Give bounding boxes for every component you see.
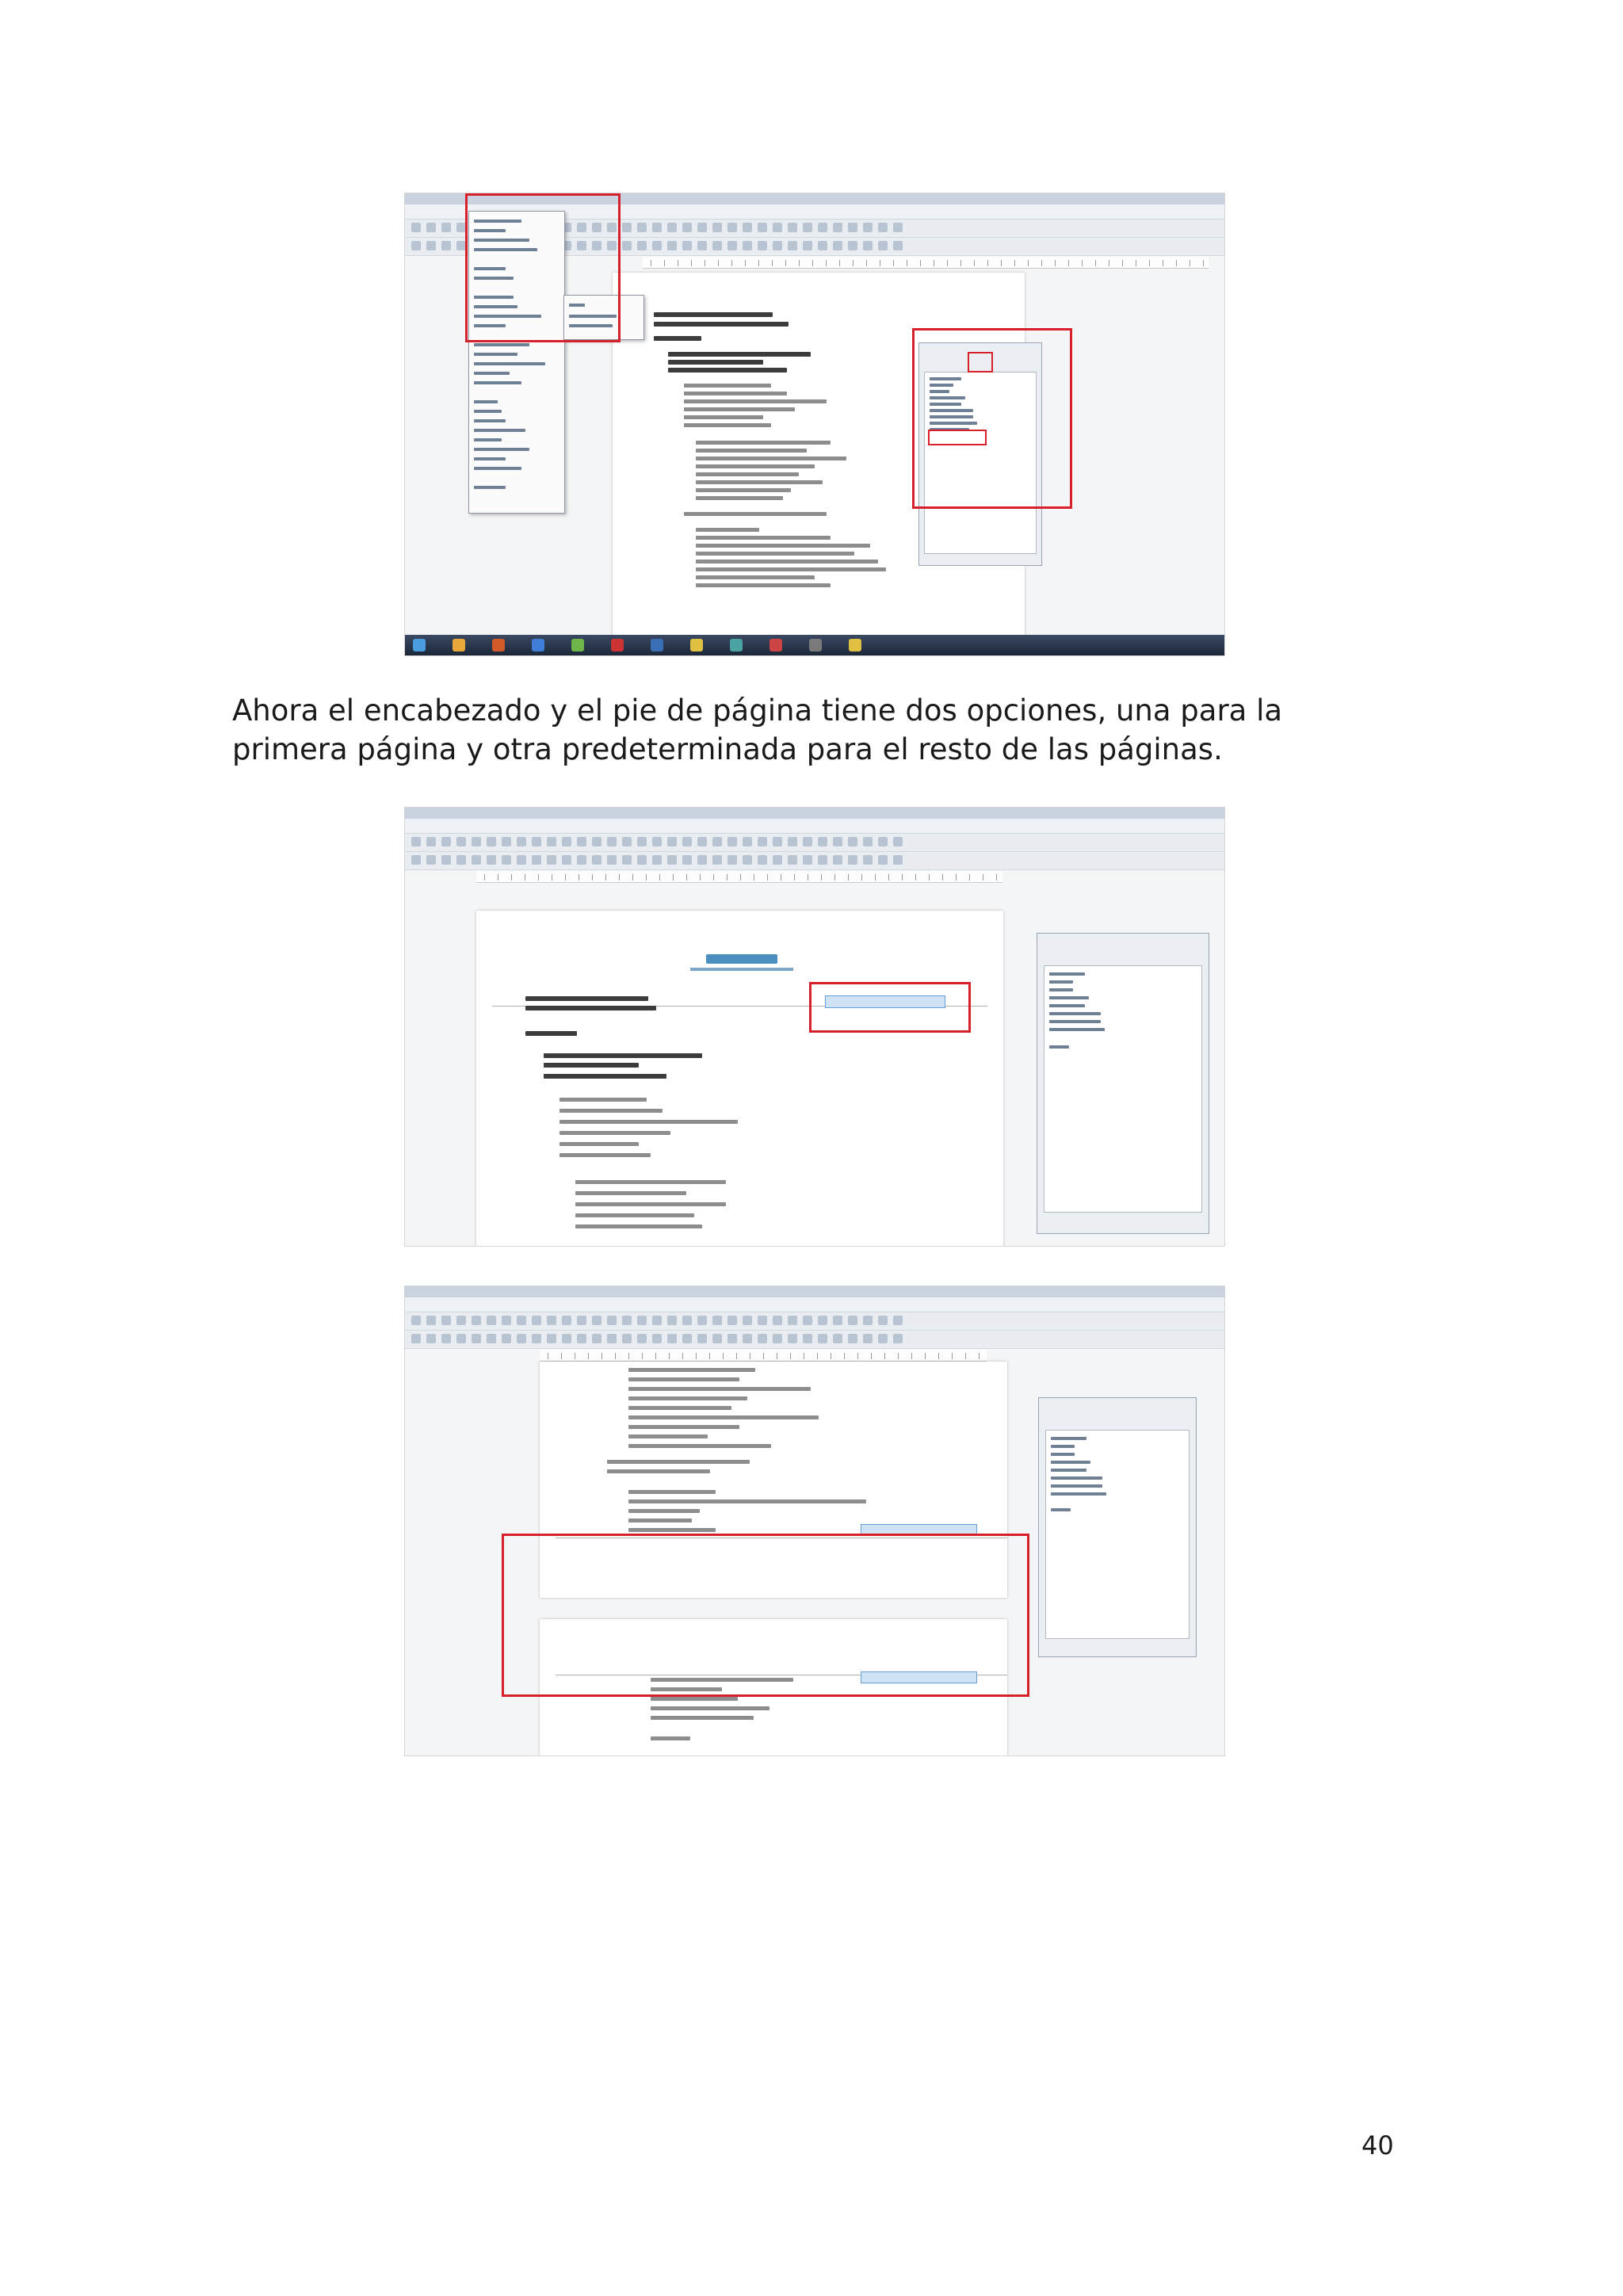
toolbar-button[interactable] [652, 223, 662, 232]
toolbar-button[interactable] [532, 855, 541, 865]
toolbar-button[interactable] [743, 855, 752, 865]
toolbar-button[interactable] [532, 1334, 541, 1343]
ruler-tick [686, 874, 687, 881]
ruler-tick [696, 1353, 697, 1359]
toolbar-button[interactable] [607, 855, 617, 865]
toolbar-button[interactable] [411, 855, 421, 865]
toolbar-button[interactable] [441, 241, 451, 250]
toolbar-button[interactable] [803, 1316, 812, 1325]
toolbar-button[interactable] [773, 1334, 782, 1343]
ruler-tick [861, 874, 862, 881]
toolbar-button[interactable] [517, 1316, 526, 1325]
ruler-tick [615, 1353, 616, 1359]
toolbar-button[interactable] [577, 1334, 586, 1343]
toolbar-button[interactable] [833, 1316, 842, 1325]
toolbar-button[interactable] [697, 241, 707, 250]
toolbar-button[interactable] [456, 855, 466, 865]
toolbar-button[interactable] [562, 1316, 571, 1325]
toolbar-button[interactable] [456, 837, 466, 846]
toolbar-button[interactable] [758, 837, 767, 846]
toolbar-button[interactable] [411, 223, 421, 232]
toolbar-button[interactable] [622, 1316, 632, 1325]
toolbar-button[interactable] [652, 1316, 662, 1325]
ruler-tick [700, 874, 701, 881]
toolbar-button[interactable] [727, 1334, 737, 1343]
ruler-tick [736, 1353, 737, 1359]
toolbar-button[interactable] [592, 837, 601, 846]
toolbar-button[interactable] [773, 837, 782, 846]
toolbar-button[interactable] [788, 837, 797, 846]
ruler-tick [1068, 260, 1069, 266]
toolbar-button[interactable] [818, 223, 827, 232]
ruler-tick [561, 1353, 562, 1359]
toolbar-button[interactable] [773, 223, 782, 232]
toolbar-button[interactable] [727, 1316, 737, 1325]
toolbar-button[interactable] [456, 1316, 466, 1325]
caption-text: Ahora el encabezado y el pie de página tiene dos opciones, una para la primera página y otra predeterminada para el resto de las páginas. [232, 693, 1283, 766]
toolbar-button[interactable] [863, 837, 873, 846]
ruler-tick [1055, 260, 1056, 266]
ruler-tick [723, 1353, 724, 1359]
ruler-tick [646, 874, 647, 881]
toolbar-button[interactable] [667, 855, 677, 865]
toolbar-button[interactable] [697, 837, 707, 846]
ruler-tick [839, 260, 840, 266]
toolbar-button[interactable] [788, 855, 797, 865]
toolbar-button[interactable] [712, 855, 722, 865]
tco-logo [706, 954, 777, 964]
toolbar-button[interactable] [487, 1316, 496, 1325]
styles-formatting-panel [1037, 933, 1209, 1234]
ruler-tick [857, 1353, 858, 1359]
toolbar-button[interactable] [848, 223, 857, 232]
highlight-default-style [928, 430, 987, 445]
toolbar-button[interactable] [472, 1334, 481, 1343]
ruler-tick [511, 874, 512, 881]
toolbar-button[interactable] [773, 241, 782, 250]
toolbar-button[interactable] [773, 855, 782, 865]
highlight-header-first-page [809, 982, 971, 1033]
toolbar-button[interactable] [667, 837, 677, 846]
toolbar-button[interactable] [863, 223, 873, 232]
ruler-tick [588, 1353, 589, 1359]
toolbar-button[interactable] [577, 837, 586, 846]
ruler-tick [713, 874, 714, 881]
ruler-tick [731, 260, 732, 266]
ruler-tick [866, 260, 867, 266]
toolbar-button[interactable] [893, 241, 903, 250]
ruler-tick [1001, 260, 1002, 266]
ruler-tick [853, 260, 854, 266]
toolbar-button[interactable] [712, 1334, 722, 1343]
ruler-tick [817, 1353, 818, 1359]
toolbar-button[interactable] [472, 837, 481, 846]
toolbar-button[interactable] [743, 241, 752, 250]
ruler-tick [619, 874, 620, 881]
ruler-tick [965, 1353, 966, 1359]
toolbar-button[interactable] [818, 837, 827, 846]
ruler-tick [996, 874, 997, 881]
toolbar-button[interactable] [833, 837, 842, 846]
toolbar-button[interactable] [893, 1316, 903, 1325]
ruler-tick [911, 1353, 912, 1359]
ruler-tick [1028, 260, 1029, 266]
toolbar-button[interactable] [637, 855, 647, 865]
toolbar-button[interactable] [848, 241, 857, 250]
toolbar-button[interactable] [502, 837, 511, 846]
toolbar-button[interactable] [517, 1334, 526, 1343]
toolbar-button[interactable] [607, 1334, 617, 1343]
toolbar-button[interactable] [652, 241, 662, 250]
toolbar-button[interactable] [487, 837, 496, 846]
screenshot-insert-menu [404, 193, 1225, 656]
ruler-tick [938, 1353, 939, 1359]
toolbar-button[interactable] [592, 1334, 601, 1343]
ruler-tick [740, 874, 741, 881]
title-bar [405, 1286, 1224, 1297]
taskbar [405, 635, 1224, 655]
toolbar-button[interactable] [788, 241, 797, 250]
ruler-tick [1082, 260, 1083, 266]
toolbar-button[interactable] [426, 855, 436, 865]
toolbar-button[interactable] [637, 1334, 647, 1343]
toolbar-button[interactable] [441, 223, 451, 232]
toolbar-button[interactable] [818, 1316, 827, 1325]
ruler-tick [605, 874, 606, 881]
toolbar-formatting [405, 852, 1224, 870]
toolbar-button[interactable] [848, 837, 857, 846]
ruler-tick [1149, 260, 1150, 266]
toolbar-button[interactable] [848, 855, 857, 865]
toolbar-button[interactable] [547, 1334, 556, 1343]
toolbar-button[interactable] [878, 855, 888, 865]
toolbar-button[interactable] [577, 1316, 586, 1325]
ruler-tick [785, 260, 786, 266]
toolbar-button[interactable] [863, 855, 873, 865]
toolbar-button[interactable] [532, 837, 541, 846]
toolbar-button[interactable] [697, 855, 707, 865]
toolbar-button[interactable] [818, 855, 827, 865]
menu-bar [405, 1297, 1224, 1312]
toolbar-button[interactable] [682, 223, 692, 232]
ruler-tick [642, 1353, 643, 1359]
toolbar-button[interactable] [456, 1334, 466, 1343]
toolbar-button[interactable] [878, 241, 888, 250]
toolbar-button[interactable] [818, 1334, 827, 1343]
toolbar-button[interactable] [758, 1316, 767, 1325]
ruler-tick [956, 874, 957, 881]
toolbar-button[interactable] [863, 1334, 873, 1343]
toolbar-button[interactable] [652, 837, 662, 846]
toolbar-button[interactable] [682, 837, 692, 846]
toolbar-button[interactable] [893, 837, 903, 846]
toolbar-button[interactable] [637, 223, 647, 232]
ruler-tick [915, 874, 916, 881]
toolbar-button[interactable] [833, 1334, 842, 1343]
toolbar-button[interactable] [712, 223, 722, 232]
ruler-tick [484, 874, 485, 881]
toolbar-button[interactable] [472, 855, 481, 865]
toolbar-button[interactable] [833, 223, 842, 232]
toolbar-button[interactable] [712, 837, 722, 846]
toolbar-button[interactable] [667, 1316, 677, 1325]
toolbar-button[interactable] [411, 1316, 421, 1325]
toolbar-button[interactable] [788, 1334, 797, 1343]
ruler-tick [763, 1353, 764, 1359]
toolbar-button[interactable] [878, 837, 888, 846]
toolbar-button[interactable] [878, 1334, 888, 1343]
toolbar-button[interactable] [818, 241, 827, 250]
ruler-tick [628, 1353, 629, 1359]
toolbar-button[interactable] [562, 1334, 571, 1343]
ruler-tick [691, 260, 692, 266]
toolbar-button[interactable] [441, 1334, 451, 1343]
ruler-tick [601, 1353, 602, 1359]
toolbar-button[interactable] [517, 855, 526, 865]
toolbar-button[interactable] [803, 855, 812, 865]
ruler-tick [565, 874, 566, 881]
toolbar-button[interactable] [893, 1334, 903, 1343]
ruler-tick [898, 1353, 899, 1359]
ruler-tick [979, 1353, 980, 1359]
toolbar-button[interactable] [547, 1316, 556, 1325]
ruler-tick [682, 1353, 683, 1359]
toolbar-button[interactable] [622, 223, 632, 232]
toolbar-button[interactable] [803, 241, 812, 250]
screenshot-first-page-header [404, 807, 1225, 1247]
toolbar-button[interactable] [758, 1334, 767, 1343]
ruler-tick [1203, 260, 1204, 266]
ruler-tick [871, 1353, 872, 1359]
ruler-tick [848, 874, 849, 881]
toolbar-button[interactable] [517, 837, 526, 846]
ruler-tick [875, 874, 876, 881]
toolbar-button[interactable] [848, 1316, 857, 1325]
toolbar-button[interactable] [727, 223, 737, 232]
toolbar-button[interactable] [758, 223, 767, 232]
toolbar-button[interactable] [441, 837, 451, 846]
ruler-tick [1176, 260, 1177, 266]
toolbar-button[interactable] [502, 855, 511, 865]
toolbar-button[interactable] [803, 1334, 812, 1343]
toolbar-button[interactable] [803, 223, 812, 232]
toolbar-button[interactable] [697, 1334, 707, 1343]
toolbar-button[interactable] [637, 1316, 647, 1325]
ruler-tick [709, 1353, 710, 1359]
toolbar-button[interactable] [441, 855, 451, 865]
toolbar-button[interactable] [863, 241, 873, 250]
toolbar-standard [405, 834, 1224, 852]
toolbar-button[interactable] [878, 1316, 888, 1325]
toolbar-button[interactable] [487, 1334, 496, 1343]
toolbar-button[interactable] [426, 1334, 436, 1343]
toolbar-button[interactable] [773, 1316, 782, 1325]
toolbar-button[interactable] [667, 223, 677, 232]
title-bar [405, 808, 1224, 819]
toolbar-button[interactable] [592, 1316, 601, 1325]
toolbar-button[interactable] [637, 837, 647, 846]
toolbar-button[interactable] [682, 1316, 692, 1325]
toolbar-button[interactable] [743, 223, 752, 232]
highlight-header-footer-boundary [502, 1534, 1029, 1697]
ruler-tick [920, 260, 921, 266]
toolbar-button[interactable] [426, 837, 436, 846]
toolbar-button[interactable] [622, 241, 632, 250]
toolbar-button[interactable] [893, 223, 903, 232]
ruler-tick [888, 874, 889, 881]
ruler-tick [655, 1353, 656, 1359]
toolbar-button[interactable] [697, 223, 707, 232]
toolbar-button[interactable] [562, 837, 571, 846]
ruler-tick [947, 260, 948, 266]
toolbar-button[interactable] [833, 241, 842, 250]
toolbar-button[interactable] [697, 1316, 707, 1325]
toolbar-button[interactable] [472, 1316, 481, 1325]
ruler-tick [844, 1353, 845, 1359]
toolbar-button[interactable] [712, 1316, 722, 1325]
toolbar-button[interactable] [622, 855, 632, 865]
toolbar-button[interactable] [788, 223, 797, 232]
toolbar-button[interactable] [592, 855, 601, 865]
toolbar-button[interactable] [562, 855, 571, 865]
toolbar-button[interactable] [502, 1316, 511, 1325]
toolbar-button[interactable] [622, 837, 632, 846]
toolbar-button[interactable] [667, 241, 677, 250]
toolbar-button[interactable] [532, 1316, 541, 1325]
ruler-tick [718, 260, 719, 266]
ruler-tick [664, 260, 665, 266]
toolbar-button[interactable] [743, 1316, 752, 1325]
highlight-page-styles-button [968, 352, 993, 372]
toolbar-button[interactable] [637, 241, 647, 250]
toolbar-button[interactable] [833, 855, 842, 865]
ruler-tick [974, 260, 975, 266]
ruler-tick [632, 874, 633, 881]
ruler-tick [812, 260, 813, 266]
toolbar-button[interactable] [682, 241, 692, 250]
ruler-tick [659, 874, 660, 881]
toolbar-button[interactable] [848, 1334, 857, 1343]
ruler-tick [826, 260, 827, 266]
toolbar-button[interactable] [411, 837, 421, 846]
ruler-tick [758, 260, 759, 266]
ruler-tick [902, 874, 903, 881]
toolbar-button[interactable] [743, 1334, 752, 1343]
toolbar-button[interactable] [652, 855, 662, 865]
ruler [643, 257, 1209, 269]
toolbar-button[interactable] [411, 1334, 421, 1343]
ruler-tick [1014, 260, 1015, 266]
toolbar-button[interactable] [577, 855, 586, 865]
toolbar-button[interactable] [758, 855, 767, 865]
ruler-tick [790, 1353, 791, 1359]
toolbar-button[interactable] [411, 241, 421, 250]
ruler-tick [952, 1353, 953, 1359]
toolbar-button[interactable] [426, 223, 436, 232]
ruler-tick [1041, 260, 1042, 266]
toolbar-button[interactable] [547, 837, 556, 846]
toolbar-button[interactable] [487, 855, 496, 865]
toolbar-formatting [405, 1331, 1224, 1349]
ruler-tick [929, 874, 930, 881]
ruler-tick [772, 260, 773, 266]
ruler-tick [834, 874, 835, 881]
toolbar-button[interactable] [712, 241, 722, 250]
toolbar-button[interactable] [758, 241, 767, 250]
ruler-tick [799, 260, 800, 266]
document-page [476, 911, 1003, 1247]
ruler-tick [987, 260, 988, 266]
toolbar-button[interactable] [682, 1334, 692, 1343]
page-number: 40 [1361, 2130, 1394, 2160]
toolbar-button[interactable] [426, 1316, 436, 1325]
toolbar-button[interactable] [727, 241, 737, 250]
toolbar-button[interactable] [426, 241, 436, 250]
toolbar-button[interactable] [607, 837, 617, 846]
ruler-tick [669, 1353, 670, 1359]
toolbar-button[interactable] [893, 855, 903, 865]
toolbar-standard [405, 1312, 1224, 1331]
ruler-tick [673, 874, 674, 881]
ruler [476, 871, 1002, 883]
ruler-tick [592, 874, 593, 881]
ruler-tick [925, 1353, 926, 1359]
ruler-tick [893, 260, 894, 266]
ruler-tick [538, 874, 539, 881]
toolbar-button[interactable] [652, 1334, 662, 1343]
toolbar-button[interactable] [803, 837, 812, 846]
ruler-tick [794, 874, 795, 881]
ruler-tick [767, 874, 768, 881]
toolbar-button[interactable] [441, 1316, 451, 1325]
styles-formatting-panel [1038, 1397, 1197, 1657]
toolbar-button[interactable] [667, 1334, 677, 1343]
ruler-tick [884, 1353, 885, 1359]
toolbar-button[interactable] [607, 1316, 617, 1325]
ruler-tick [942, 874, 943, 881]
toolbar-button[interactable] [727, 837, 737, 846]
ruler-tick [821, 874, 822, 881]
menu-bar [405, 819, 1224, 834]
toolbar-button[interactable] [788, 1316, 797, 1325]
toolbar-button[interactable] [727, 855, 737, 865]
toolbar-button[interactable] [878, 223, 888, 232]
toolbar-button[interactable] [863, 1316, 873, 1325]
toolbar-button[interactable] [622, 1334, 632, 1343]
ruler-tick [960, 260, 961, 266]
screenshot-default-header-footer [404, 1286, 1225, 1756]
ruler-tick [1122, 260, 1123, 266]
ruler [540, 1350, 987, 1362]
toolbar-button[interactable] [502, 1334, 511, 1343]
highlight-insert-menu [465, 193, 621, 342]
ruler-tick [969, 874, 970, 881]
toolbar-button[interactable] [682, 855, 692, 865]
ruler-tick [1095, 260, 1096, 266]
ruler-tick [745, 260, 746, 266]
toolbar-button[interactable] [743, 837, 752, 846]
toolbar-button[interactable] [547, 855, 556, 865]
